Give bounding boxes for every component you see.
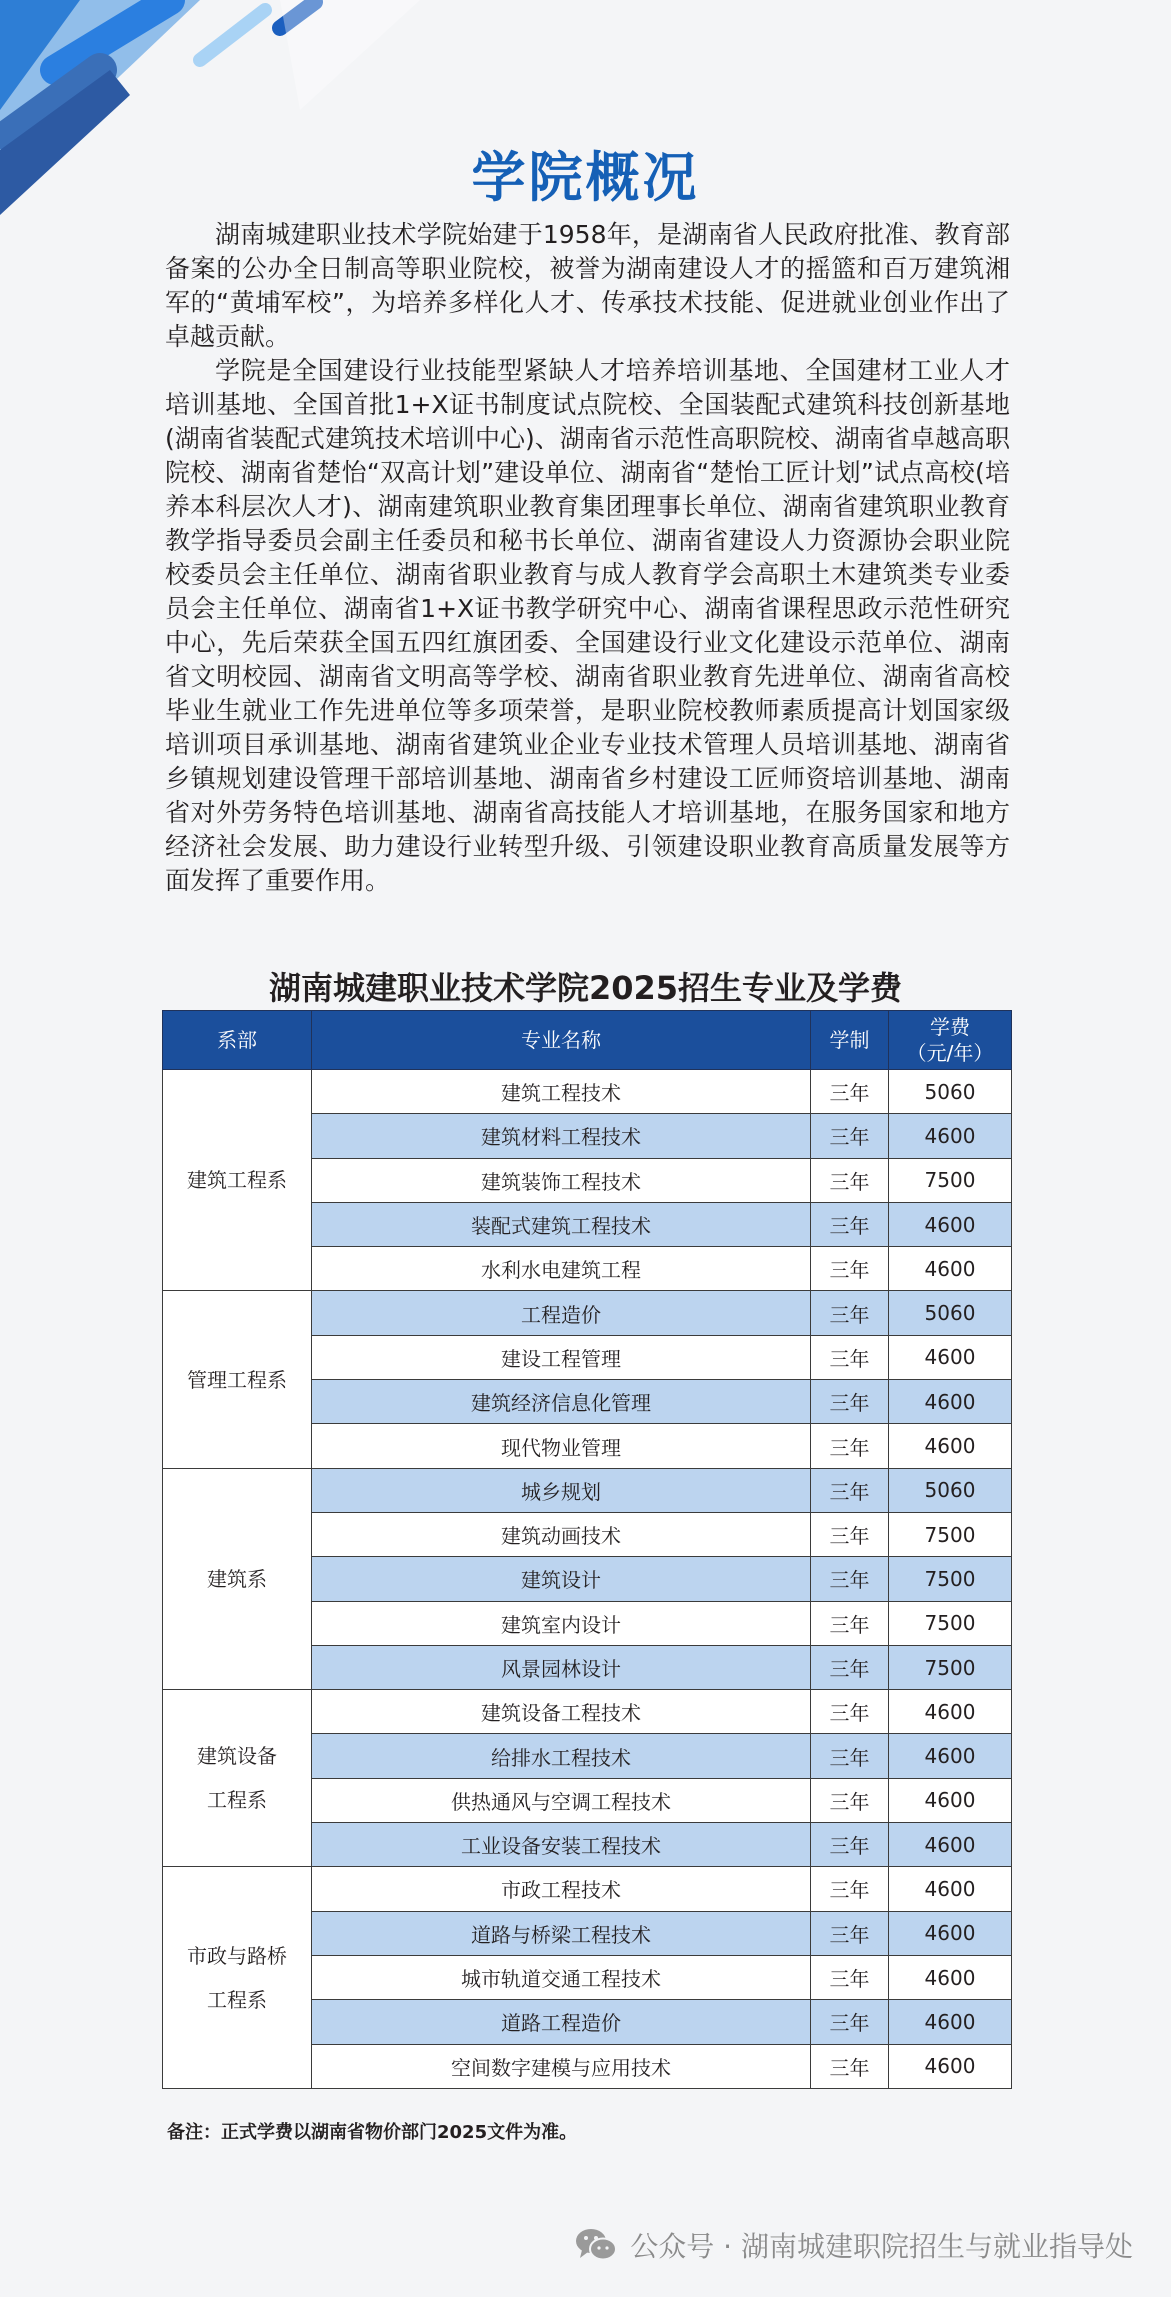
fee-cell: 4600: [889, 1335, 1012, 1379]
major-cell: 建筑室内设计: [312, 1601, 811, 1645]
fee-table: [162, 1010, 1012, 2089]
duration-cell: 三年: [811, 1734, 889, 1778]
dept-name-line2: 工程系: [207, 1788, 267, 1813]
dept-name: 管理工程系: [187, 1367, 287, 1392]
major-cell: 道路工程造价: [312, 2000, 811, 2044]
fee-cell: 4600: [889, 2000, 1012, 2044]
fee-cell: 7500: [889, 1601, 1012, 1645]
fee-cell: 4600: [889, 1778, 1012, 1822]
fee-cell: 5060: [889, 1070, 1012, 1114]
fee-cell: 4600: [889, 1911, 1012, 1955]
major-cell: 市政工程技术: [312, 1867, 811, 1911]
duration-cell: 三年: [811, 1335, 889, 1379]
fee-cell: 7500: [889, 1557, 1012, 1601]
fee-cell: 7500: [889, 1645, 1012, 1689]
duration-cell: 三年: [811, 1645, 889, 1689]
duration-cell: 三年: [811, 1512, 889, 1556]
header-fee-label: 学费: [930, 1015, 970, 1039]
dept-cell: [163, 1291, 312, 1468]
major-cell: 水利水电建筑工程: [312, 1247, 811, 1291]
page-title: 学院概况: [471, 146, 700, 209]
table-row: [163, 1070, 1012, 1114]
dept-cell: [163, 1867, 312, 2088]
fee-cell: 4600: [889, 1867, 1012, 1911]
major-cell: 建筑动画技术: [312, 1512, 811, 1556]
dept-name: 建筑工程系: [187, 1168, 287, 1193]
table-row: [163, 1690, 1012, 1734]
fee-cell: 5060: [889, 1291, 1012, 1335]
duration-cell: 三年: [811, 1690, 889, 1734]
fee-cell: 4600: [889, 1955, 1012, 1999]
duration-cell: 三年: [811, 1114, 889, 1158]
fee-cell: 4600: [889, 1247, 1012, 1291]
dept-name: 市政与路桥: [187, 1943, 287, 1968]
header-dept: 系部: [163, 1011, 312, 1070]
major-cell: 建筑工程技术: [312, 1070, 811, 1114]
fee-cell: 4600: [889, 1734, 1012, 1778]
fee-note: 备注：正式学费以湖南省物价部门2025文件为准。: [167, 2122, 578, 2143]
major-cell: 城市轨道交通工程技术: [312, 1955, 811, 1999]
major-cell: 现代物业管理: [312, 1424, 811, 1468]
major-cell: 装配式建筑工程技术: [312, 1202, 811, 1246]
duration-cell: 三年: [811, 2000, 889, 2044]
major-cell: 建筑装饰工程技术: [312, 1158, 811, 1202]
duration-cell: 三年: [811, 1955, 889, 1999]
duration-cell: 三年: [811, 1070, 889, 1114]
table-row: [163, 1867, 1012, 1911]
major-cell: 建筑材料工程技术: [312, 1114, 811, 1158]
fee-cell: 4600: [889, 1202, 1012, 1246]
dept-name-line2: 工程系: [207, 1987, 267, 2012]
duration-cell: 三年: [811, 1468, 889, 1512]
major-cell: 工业设备安装工程技术: [312, 1823, 811, 1867]
fee-cell: 7500: [889, 1158, 1012, 1202]
duration-cell: 三年: [811, 2044, 889, 2088]
major-cell: 建筑设计: [312, 1557, 811, 1601]
duration-cell: 三年: [811, 1424, 889, 1468]
duration-cell: 三年: [811, 1202, 889, 1246]
fee-cell: 4600: [889, 2044, 1012, 2088]
dept-cell: [163, 1070, 312, 1291]
duration-cell: 三年: [811, 1247, 889, 1291]
dept-cell: [163, 1468, 312, 1689]
fee-cell: 4600: [889, 1424, 1012, 1468]
major-cell: 风景园林设计: [312, 1645, 811, 1689]
fee-cell: 4600: [889, 1823, 1012, 1867]
header-major: 专业名称: [312, 1011, 811, 1070]
intro-paragraph: 学院是全国建设行业技能型紧缺人才培养培训基地、全国建材工业人才培训基地、全国首批1+X证书制度试点院校、全国装配式建筑科技创新基地(湖南省装配式建筑技术培训中心)、湖南省示范性高职院校、湖南省卓越高职院校、湖南省楚怡“双高计划”建设单位、湖南省“楚怡工匠计划”试点高校(培养本科层次人才)、湖南建筑职业教育集团理事长单位、湖南省建筑职业教育教学指导委员会副主任委员和秘书长单位、湖南省建设人力资源协会职业院校委员会主任单位、湖南省职业教育与成人教育学会高职土木建筑类专业委员会主任单位、湖南省1+X证书教学研究中心、湖南省课程思政示范性研究中心，先后荣获全国五四红旗团委、全国建设行业文化建设示范单位、湖南省文明校园、湖南省文明高等学校、湖南省职业教育先进单位、湖南省高校毕业生就业工作先进单位等多项荣誉，是职业院校教师素质提高计划国家级培训项目承训基地、湖南省建筑业企业专业技术管理人员培训基地、湖南省乡镇规划建设管理干部培训基地、湖南省乡村建设工匠师资培训基地、湖南省对外劳务特色培训基地、湖南省高技能人才培训基地，在服务国家和地方经济社会发展、助力建设行业转型升级、引领建设职业教育高质量发展等方面发挥了重要作用。: [165, 356, 1010, 895]
header-fee-unit: （元/年）: [906, 1041, 994, 1065]
header-fee: [889, 1011, 1012, 1070]
duration-cell: 三年: [811, 1778, 889, 1822]
duration-cell: 三年: [811, 1158, 889, 1202]
major-cell: 城乡规划: [312, 1468, 811, 1512]
major-cell: 给排水工程技术: [312, 1734, 811, 1778]
wechat-icon: [574, 2227, 618, 2263]
intro-paragraph: 湖南城建职业技术学院始建于1958年，是湖南省人民政府批准、教育部备案的公办全日制高等职业院校，被誉为湖南建设人才的摇篮和百万建筑湘军的“黄埔军校”，为培养多样化人才、传承技术技能、促进就业创业作出了卓越贡献。: [165, 220, 1010, 351]
duration-cell: 三年: [811, 1380, 889, 1424]
fee-cell: 4600: [889, 1114, 1012, 1158]
major-cell: 建筑经济信息化管理: [312, 1380, 811, 1424]
major-cell: 工程造价: [312, 1291, 811, 1335]
table-row: [163, 1468, 1012, 1512]
major-cell: 道路与桥梁工程技术: [312, 1911, 811, 1955]
fee-cell: 4600: [889, 1690, 1012, 1734]
dept-name: 建筑设备: [197, 1744, 277, 1769]
footer-account: [574, 2225, 1133, 2265]
table-title: 湖南城建职业技术学院2025招生专业及学费: [268, 969, 903, 1007]
dept-cell: [163, 1690, 312, 1867]
major-cell: 建设工程管理: [312, 1335, 811, 1379]
duration-cell: 三年: [811, 1557, 889, 1601]
footer-text: 公众号 · 湖南城建职院招生与就业指导处: [630, 2230, 1133, 2263]
major-cell: 建筑设备工程技术: [312, 1690, 811, 1734]
fee-cell: 7500: [889, 1512, 1012, 1556]
duration-cell: 三年: [811, 1911, 889, 1955]
table-header-row: [163, 1011, 1012, 1070]
major-cell: 空间数字建模与应用技术: [312, 2044, 811, 2088]
duration-cell: 三年: [811, 1823, 889, 1867]
fee-cell: 4600: [889, 1380, 1012, 1424]
table-row: [163, 1291, 1012, 1335]
dept-name: 建筑系: [207, 1566, 267, 1591]
major-cell: 供热通风与空调工程技术: [312, 1778, 811, 1822]
duration-cell: 三年: [811, 1867, 889, 1911]
fee-cell: 5060: [889, 1468, 1012, 1512]
duration-cell: 三年: [811, 1291, 889, 1335]
header-duration: 学制: [811, 1011, 889, 1070]
duration-cell: 三年: [811, 1601, 889, 1645]
intro-text: [165, 218, 1010, 898]
